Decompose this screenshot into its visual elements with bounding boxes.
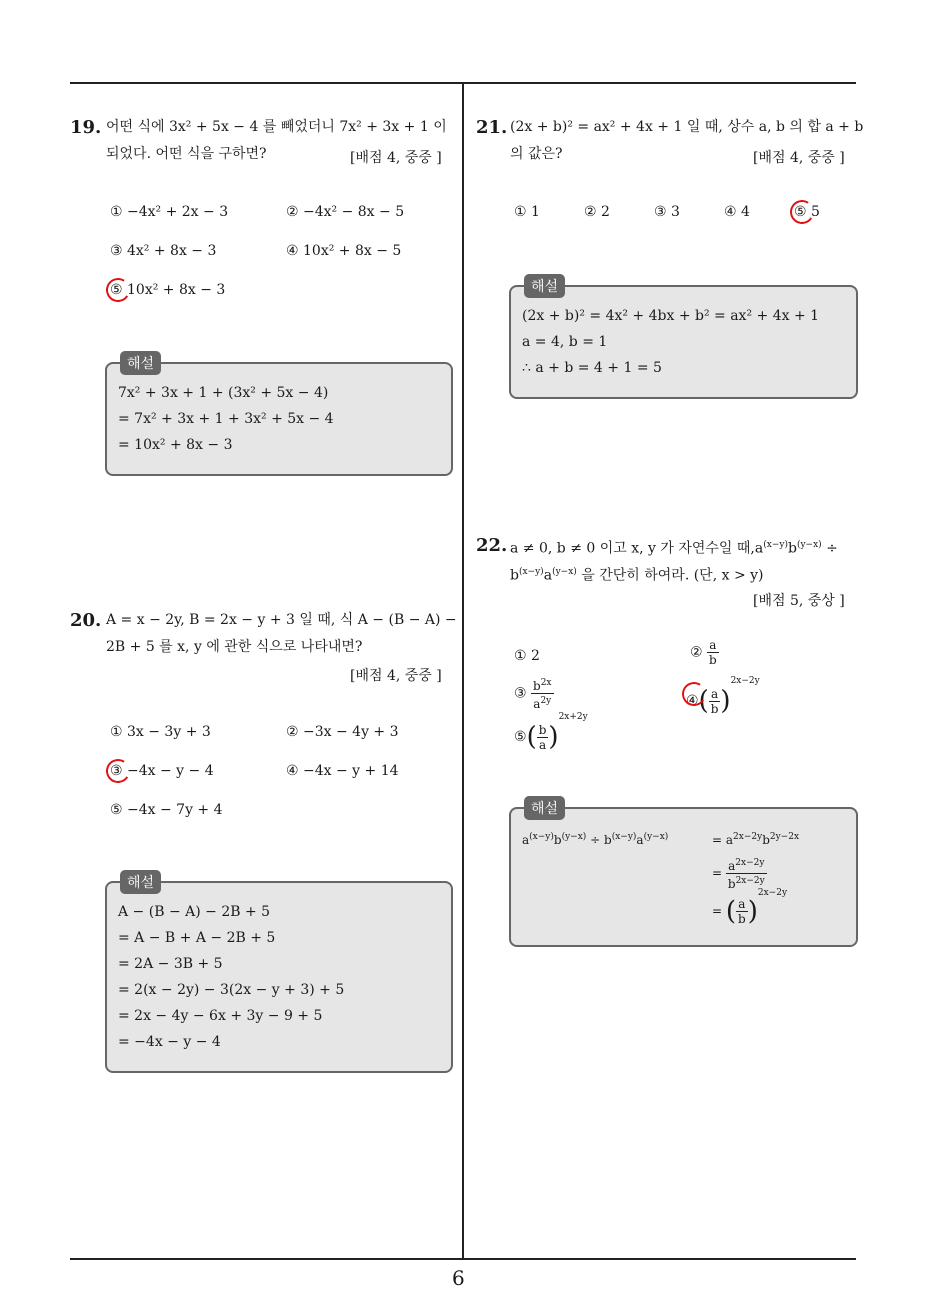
q21-choice-1[interactable]: ① 1 <box>514 204 540 220</box>
q22-explanation-box <box>509 807 858 947</box>
q20-expl-line2: = A − B + A − 2B + 5 <box>118 930 276 946</box>
q21-stem-line1: (2x + b)² = ax² + 4x + 1 일 때, 상수 a, b 의 합 a + b <box>510 119 864 135</box>
q20-choice-4[interactable]: ④ −4x − y + 14 <box>286 763 399 779</box>
q22-explanation-tag: 해설 <box>524 796 565 820</box>
column-divider <box>462 83 464 1259</box>
q21-choice-4[interactable]: ④ 4 <box>724 204 750 220</box>
q22-choice-3[interactable]: ③ $\frac{b^{2x}}{a^{2y}}$ <box>514 678 552 711</box>
page-number: 6 <box>452 1266 465 1290</box>
q22-c4-fraction: $\frac{a}{b}$ <box>710 686 719 716</box>
q22-choice-1[interactable]: ① 2 <box>514 648 540 664</box>
q19-stem-line1: 어떤 식에 3x² + 5x − 4 를 빼었더니 7x² + 3x + 1 이 <box>106 119 447 135</box>
q20-expl-line3: = 2A − 3B + 5 <box>118 956 223 972</box>
q20-stem-line2: 2B + 5 를 x, y 에 관한 식으로 나타내면? <box>106 639 363 655</box>
q19-choice-5-text: ⑤ 10x² + 8x − 3 <box>110 282 226 298</box>
q21-choice-5[interactable] <box>794 204 820 220</box>
q19-expl-line2: = 7x² + 3x + 1 + 3x² + 5x − 4 <box>118 411 334 427</box>
q21-explanation-tag: 해설 <box>524 274 565 298</box>
q21-choice-5-text: ⑤ 5 <box>794 204 820 220</box>
q20-choice-3[interactable] <box>110 763 214 779</box>
bottom-rule <box>70 1258 856 1260</box>
q20-expl-line6: = −4x − y − 4 <box>118 1034 221 1050</box>
q19-choice-4[interactable]: ④ 10x² + 8x − 5 <box>286 243 402 259</box>
q22-stem-line2: $b^{(x-y)}a^{(y-x)}$ 을 간단히 하여라. (단, x > y) <box>510 567 764 584</box>
q21-choice-3[interactable]: ③ 3 <box>654 204 680 220</box>
q19-score: [배점 4, 중중 ] <box>350 150 442 166</box>
q21-stem-line2: 의 값은? <box>510 146 563 162</box>
q19-number: 19. <box>70 117 102 138</box>
q20-number: 20. <box>70 610 102 631</box>
q22-stem-line1: a ≠ 0, b ≠ 0 이고 x, y 가 자연수일 때$,a^{(x-y)}b^{(y-x)}$ ÷ <box>510 540 838 557</box>
q19-stem-line2: 되었다. 어떤 식을 구하면? <box>106 146 267 162</box>
q19-explanation-tag: 해설 <box>120 351 161 375</box>
q19-expl-line3: = 10x² + 8x − 3 <box>118 437 233 453</box>
q21-choice-2[interactable]: ② 2 <box>584 204 610 220</box>
q22-expl-rhs2: = $\frac{a^{2x-2y}}{b^{2x-2y}}$ <box>712 858 765 891</box>
q22-expl-lhs: $a^{(x-y)}b^{(y-x)} \div b^{(x-y)}a^{(y-x)}$ <box>522 832 669 847</box>
q20-explanation-tag: 해설 <box>120 870 161 894</box>
q20-choice-1[interactable]: ① 3x − 3y + 3 <box>110 724 211 740</box>
q20-choice-5[interactable]: ⑤ −4x − 7y + 4 <box>110 802 223 818</box>
q21-expl-line2: a = 4, b = 1 <box>522 334 608 350</box>
q21-expl-line1: (2x + b)² = 4x² + 4bx + b² = ax² + 4x + 1 <box>522 308 820 324</box>
q19-choice-1[interactable]: ① −4x² + 2x − 3 <box>110 204 229 220</box>
q22-choice-5[interactable]: ⑤( $\frac{b}{a}$ )$^{2x+2y}$ <box>514 712 588 752</box>
q22-c5-fraction: $\frac{b}{a}$ <box>538 722 547 752</box>
q21-number: 21. <box>476 117 508 138</box>
q20-expl-line1: A − (B − A) − 2B + 5 <box>118 904 271 920</box>
q22-expl-rhs3: = ( $\frac{a}{b}$ )$^{2x-2y}$ <box>712 888 788 927</box>
q22-c3-fraction: $\frac{b^{2x}}{a^{2y}}$ <box>533 678 552 711</box>
q20-score: [배점 4, 중중 ] <box>350 668 442 684</box>
q21-score: [배점 4, 중중 ] <box>753 150 845 166</box>
q19-choice-3[interactable]: ③ 4x² + 8x − 3 <box>110 243 217 259</box>
answer-circle-mark <box>788 198 816 226</box>
q19-choice-5[interactable] <box>110 282 225 298</box>
q22-expl-rhs1: = $a^{2x-2y}b^{2y-2x}$ <box>712 832 800 847</box>
answer-circle-mark <box>104 276 132 304</box>
q22-choice-4[interactable]: ④( $\frac{a}{b}$ )$^{2x-2y}$ <box>686 676 760 716</box>
q20-choice-3-text: ③ −4x − y − 4 <box>110 763 214 779</box>
q20-expl-line5: = 2x − 4y − 6x + 3y − 9 + 5 <box>118 1008 323 1024</box>
q22-choice-2[interactable]: ② $\frac{a}{b}$ <box>690 638 717 667</box>
q20-stem-line1: A = x − 2y, B = 2x − y + 3 일 때, 식 A − (B − A) − <box>106 612 457 628</box>
q22-score: [배점 5, 중상 ] <box>753 593 845 609</box>
q22-c2-fraction: $\frac{a}{b}$ <box>709 638 717 667</box>
q20-choice-2[interactable]: ② −3x − 4y + 3 <box>286 724 399 740</box>
q20-expl-line4: = 2(x − 2y) − 3(2x − y + 3) + 5 <box>118 982 345 998</box>
q19-choice-2[interactable]: ② −4x² − 8x − 5 <box>286 204 405 220</box>
answer-circle-mark <box>104 757 132 785</box>
q21-expl-line3: ∴ a + b = 4 + 1 = 5 <box>522 360 662 376</box>
q19-expl-line1: 7x² + 3x + 1 + (3x² + 5x − 4) <box>118 385 329 401</box>
q22-number: 22. <box>476 535 508 556</box>
